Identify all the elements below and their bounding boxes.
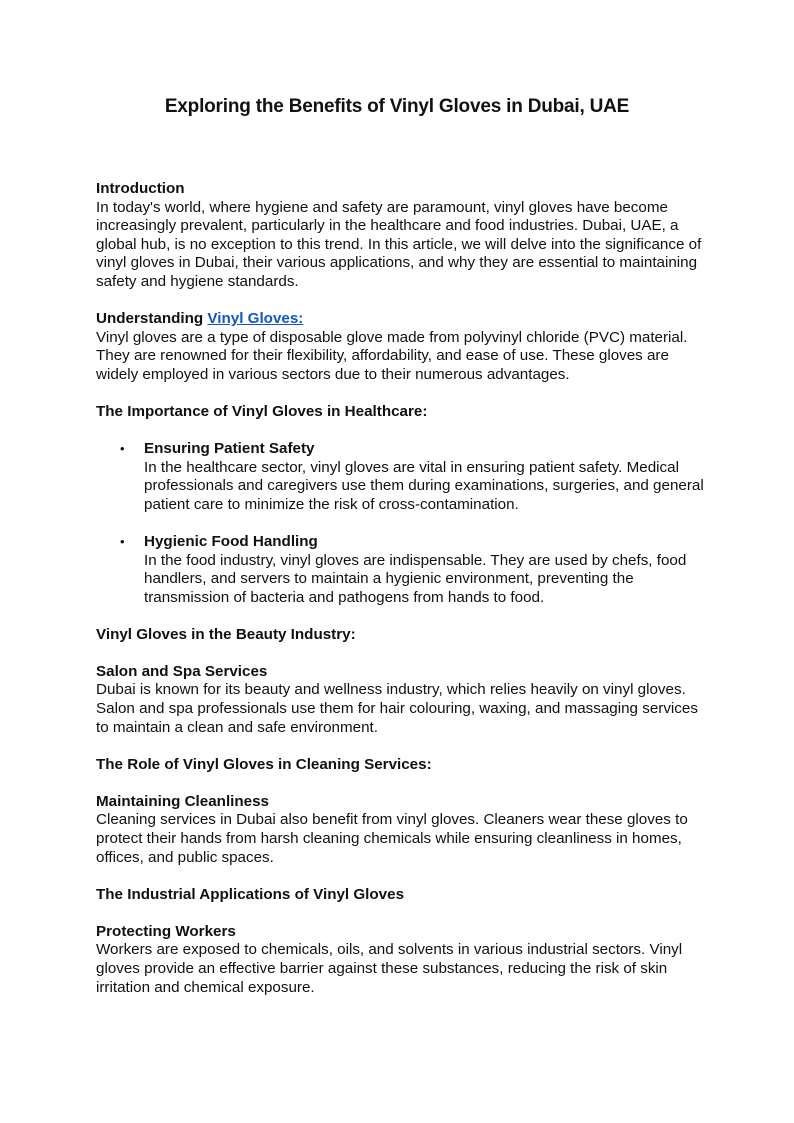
understanding-heading xyxy=(96,310,706,329)
list-item xyxy=(120,532,706,607)
beauty-heading-section xyxy=(96,626,706,645)
healthcare-section xyxy=(96,403,706,422)
list-item xyxy=(120,440,706,514)
beauty-subheading: Salon and Spa Services xyxy=(96,662,268,680)
understanding-section xyxy=(96,310,706,384)
industrial-heading: The Industrial Applications of Vinyl Gloves xyxy=(96,885,405,903)
bullet-text: In the food industry, vinyl gloves are indispensable. They are used by chefs, food handlers, and servers to maintain a hygienic environment, preventing the transmission of bacteria and pathogens from hands to food. xyxy=(144,551,687,606)
page-title: Exploring the Benefits of Vinyl Gloves in Dubai, UAE xyxy=(164,96,630,117)
bullet-icon: • xyxy=(120,441,125,457)
bullet-title: Ensuring Patient Safety xyxy=(144,440,315,458)
healthcare-bullet-list xyxy=(96,440,706,607)
beauty-heading: Vinyl Gloves in the Beauty Industry: xyxy=(96,625,356,643)
cleaning-section xyxy=(96,793,706,867)
intro-paragraph: In today's world, where hygiene and safety are paramount, vinyl gloves have become increasingly prevalent, particularly in the healthcare and food industries. Dubai, UAE, a global hub, is no exception to this trend. In this article, we will delve into the significance of vinyl gloves in Dubai, their various applications, and why they are essential to maintaining safety and hygiene standards. xyxy=(96,198,702,290)
bullet-title: Hygienic Food Handling xyxy=(144,532,318,550)
cleaning-heading-section xyxy=(96,756,706,775)
cleaning-subheading: Maintaining Cleanliness xyxy=(96,792,270,810)
cleaning-heading: The Role of Vinyl Gloves in Cleaning Services: xyxy=(96,755,432,773)
intro-section xyxy=(96,180,706,292)
article-body xyxy=(96,180,706,1016)
industrial-paragraph: Workers are exposed to chemicals, oils, and solvents in various industrial sectors. Vinyl gloves provide an effective barrier against these substances, reducing the risk of skin irritation and chemical exposure. xyxy=(96,941,683,996)
healthcare-heading: The Importance of Vinyl Gloves in Healthcare: xyxy=(96,402,428,420)
industrial-section xyxy=(96,923,706,997)
industrial-subheading: Protecting Workers xyxy=(96,922,236,940)
understanding-paragraph: Vinyl gloves are a type of disposable glove made from polyvinyl chloride (PVC) material. They are renowned for their flexibility, affordability, and ease of use. These gloves are widely employed in various sectors due to their numerous advantages. xyxy=(96,328,688,383)
understanding-heading-prefix: Understanding xyxy=(96,310,208,328)
bullet-text: In the healthcare sector, vinyl gloves are vital in ensuring patient safety. Medical professionals and caregivers use them during examinations, surgeries, and general patient care to minimize the risk of cross-contamination. xyxy=(144,458,704,513)
bullet-icon: • xyxy=(120,533,125,549)
cleaning-paragraph: Cleaning services in Dubai also benefit from vinyl gloves. Cleaners wear these gloves to protect their hands from harsh cleaning chemicals while ensuring cleanliness in homes, offices, and public spaces. xyxy=(96,811,688,866)
vinyl-gloves-link[interactable]: Vinyl Gloves: xyxy=(207,310,304,328)
intro-heading: Introduction xyxy=(96,180,185,197)
beauty-section xyxy=(96,663,706,737)
industrial-heading-section xyxy=(96,886,706,905)
beauty-paragraph: Dubai is known for its beauty and wellness industry, which relies heavily on vinyl gloves. Salon and spa professionals use them for hair colouring, waxing, and massaging services to maintain a clean and safe environment. xyxy=(96,681,698,736)
